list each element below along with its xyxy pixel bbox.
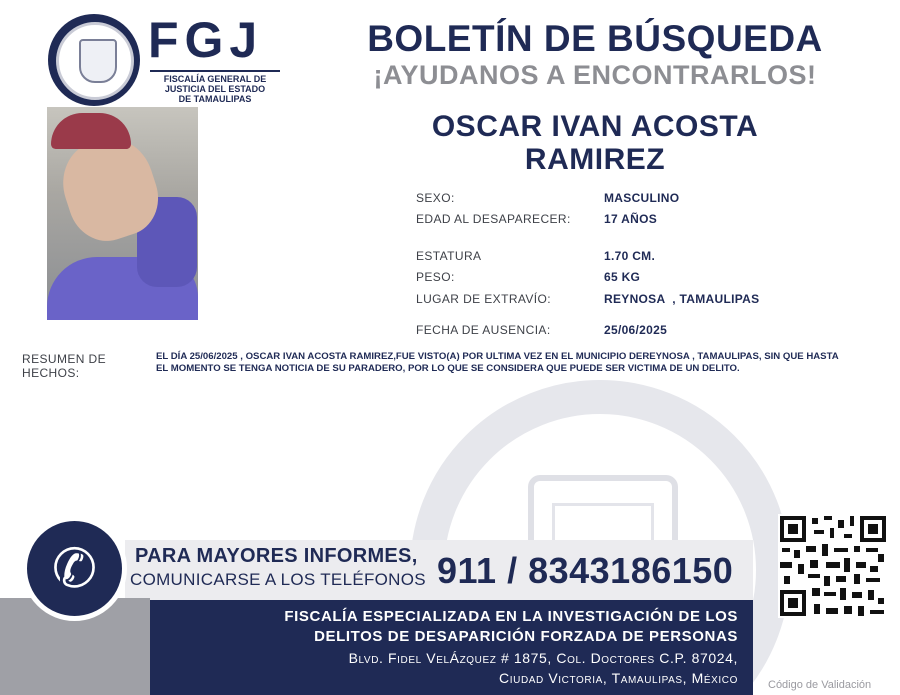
footer-address-line2: Ciudad Victoria, Tamaulipas, México xyxy=(499,670,738,686)
phone-icon: ✆ xyxy=(51,537,98,600)
person-name xyxy=(380,110,810,176)
field-date-value: 25/06/2025 xyxy=(604,323,668,337)
summary-label-line2: HECHOS: xyxy=(22,366,80,380)
state-seal-ring xyxy=(56,22,134,100)
field-height-value: 1.70 CM. xyxy=(604,249,656,263)
summary-label-line1: RESUMEN DE xyxy=(22,352,107,366)
field-weight-label: PESO: xyxy=(416,270,455,284)
person-name-line1: OSCAR IVAN ACOSTA xyxy=(431,110,759,143)
person-name-line2: RAMIREZ xyxy=(524,143,666,176)
logo-subtitle-line3: DE TAMAULIPAS xyxy=(178,94,252,104)
logo-divider xyxy=(150,70,280,72)
field-location-value: REYNOSA , TAMAULIPAS xyxy=(604,292,760,306)
field-sex-label: SEXO: xyxy=(416,191,455,205)
fgj-logo xyxy=(48,12,283,102)
field-height-label: ESTATURA xyxy=(416,249,482,263)
logo-subtitle-line2: JUSTICIA DEL ESTADO xyxy=(164,84,266,94)
field-age-value: 17 AÑOS xyxy=(604,212,658,226)
field-date-label: FECHA DE AUSENCIA: xyxy=(416,323,551,337)
missing-person-photo xyxy=(47,107,198,320)
logo-subtitle-line1: FISCALÍA GENERAL DE xyxy=(163,74,267,84)
field-age-label: EDAD AL DESAPARECER: xyxy=(416,212,571,226)
field-sex-value: MASCULINO xyxy=(604,191,680,205)
footer-agency-line2: DELITOS DE DESAPARICIÓN FORZADA DE PERSONAS xyxy=(314,628,738,645)
field-weight-value: 65 KG xyxy=(604,270,641,284)
logo-acronym: FGJ xyxy=(148,12,264,68)
field-location-label: LUGAR DE EXTRAVÍO: xyxy=(416,292,552,306)
contact-subtitle: COMUNICARSE A LOS TELÉFONOS xyxy=(130,570,426,589)
qr-caption: Código de Validación xyxy=(768,679,872,691)
summary-text: EL DÍA 25/06/2025 , OSCAR IVAN ACOSTA RAMIREZ,FUE VISTO(A) POR ULTIMA VEZ EN EL MUNICIPIO DEREYNOSA , TAMAULIPAS, SIN QUE HASTA EL MOMENTO SE TENGA NOTICIA DE SU PARADERO, POR LO QUE SE CONSIDERA QUE PUEDE SER VICTIMA DE UN DELITO. xyxy=(156,351,839,374)
bulletin-subtitle: ¡AYUDANOS A ENCONTRARLOS! xyxy=(373,60,817,90)
validation-qr-code[interactable] xyxy=(778,514,888,618)
footer-agency-line1: FISCALÍA ESPECIALIZADA EN LA INVESTIGACIÓN DE LOS xyxy=(284,608,738,625)
photo-cap xyxy=(51,113,131,149)
bulletin-title: BOLETÍN DE BÚSQUEDA xyxy=(367,18,823,59)
contact-title: PARA MAYORES INFORMES, xyxy=(135,545,418,567)
contact-phone-number[interactable]: 911 / 8343186150 xyxy=(437,550,734,591)
state-seal-shield xyxy=(79,39,117,83)
summary-label xyxy=(22,352,132,380)
logo-subtitle xyxy=(146,74,284,104)
footer-address-line1: Blvd. Fidel VelÁzquez # 1875, Col. Doctores C.P. 87024, xyxy=(348,650,738,666)
